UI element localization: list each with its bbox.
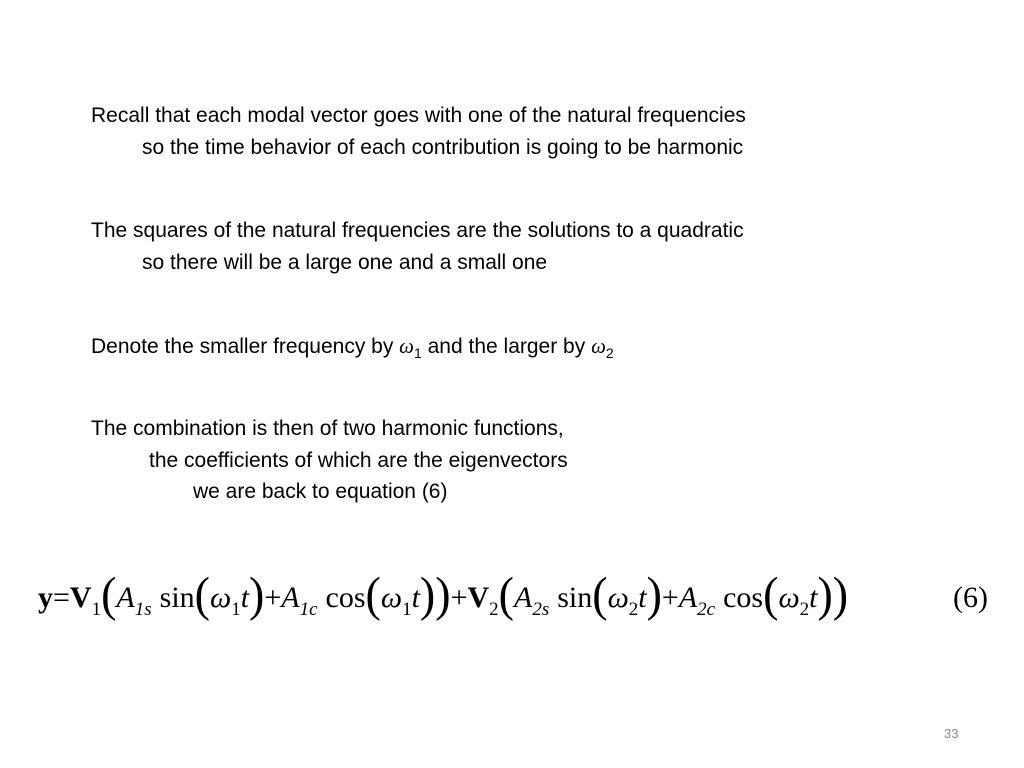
eq-close-paren-cos-2: ) (817, 567, 833, 622)
equation-number: (6) (953, 581, 988, 614)
eq-open-paren-cos-1: ( (365, 567, 381, 622)
eq-open-paren-1: ( (101, 567, 117, 622)
paragraph-4-line-1: The combination is then of two harmonic functions, (91, 417, 564, 440)
page-number: 33 (944, 726, 959, 741)
eq-sin-1: sin (159, 581, 195, 614)
eq-v2: V (467, 581, 490, 614)
eq-close-paren-sin-2: ) (646, 567, 662, 622)
eq-a1s-subscript: 1s (134, 599, 152, 620)
eq-a2s-subscript: 2s (532, 599, 550, 620)
eq-omega-1b: ω (380, 581, 403, 614)
eq-sin-2: sin (557, 581, 593, 614)
eq-equals: = (53, 581, 70, 614)
paragraph-4-line-2: the coefficients of which are the eigenvectors (149, 449, 568, 472)
eq-a1s: A (116, 581, 135, 614)
omega-2-symbol: ω (591, 334, 606, 358)
eq-cos-1: cos (325, 581, 366, 614)
eq-omega-1a: ω (210, 581, 232, 614)
eq-omega-1b-subscript: 1 (402, 599, 412, 620)
eq-omega-2b: ω (778, 581, 800, 614)
eq-v1: V (69, 581, 92, 614)
omega-2-subscript: 2 (605, 345, 614, 361)
eq-a2c-subscript: 2c (697, 599, 716, 620)
eq-open-paren-cos-2: ( (763, 567, 779, 622)
eq-plus-1: + (264, 581, 282, 614)
paragraph-2-line-1: The squares of the natural frequencies are the solutions to a quadratic (91, 219, 744, 242)
paragraph-1-line-2: so the time behavior of each contribution is going to be harmonic (142, 136, 744, 159)
paragraph-2-line-2: so there will be a large one and a small one (142, 251, 548, 274)
omega-1-subscript: 1 (414, 345, 422, 361)
eq-t-1a: t (240, 581, 250, 614)
equation-6 (38, 568, 988, 628)
eq-plus-2: + (450, 581, 468, 614)
eq-plus-3: + (661, 581, 679, 614)
eq-y: y (38, 581, 53, 614)
eq-omega-2a-subscript: 2 (628, 599, 639, 620)
eq-close-paren-sin-1: ) (249, 567, 265, 622)
paragraph-3-text-a: Denote the smaller frequency by (91, 335, 400, 358)
eq-open-paren-2: ( (498, 567, 514, 622)
eq-omega-1a-subscript: 1 (231, 599, 241, 620)
paragraph-4-line-3: we are back to equation (6) (193, 480, 448, 503)
paragraph-1-line-1: Recall that each modal vector goes with one of the natural frequencies (91, 104, 746, 127)
omega-1-symbol: ω (399, 334, 414, 358)
eq-omega-2b-subscript: 2 (799, 599, 810, 620)
eq-a2c: A (678, 581, 698, 614)
paragraph-3 (91, 334, 614, 360)
eq-a1c-subscript: 1c (299, 599, 318, 620)
eq-t-2a: t (638, 581, 647, 614)
eq-v2-subscript: 2 (489, 599, 499, 620)
eq-t-2b: t (809, 581, 818, 614)
eq-omega-2a: ω (607, 581, 629, 614)
eq-close-paren-1: ) (435, 567, 451, 622)
equation-body (38, 567, 849, 622)
paragraph-3-text-b: and the larger by (421, 335, 592, 358)
eq-close-paren-cos-1: ) (419, 567, 436, 622)
eq-open-paren-sin-2: ( (592, 567, 608, 622)
eq-a1c: A (281, 581, 300, 614)
eq-close-paren-2: ) (832, 567, 849, 622)
eq-v1-subscript: 1 (91, 599, 102, 620)
eq-cos-2: cos (723, 581, 764, 614)
eq-a2s: A (513, 581, 533, 614)
eq-t-1b: t (411, 581, 420, 614)
eq-open-paren-sin-1: ( (194, 567, 210, 622)
